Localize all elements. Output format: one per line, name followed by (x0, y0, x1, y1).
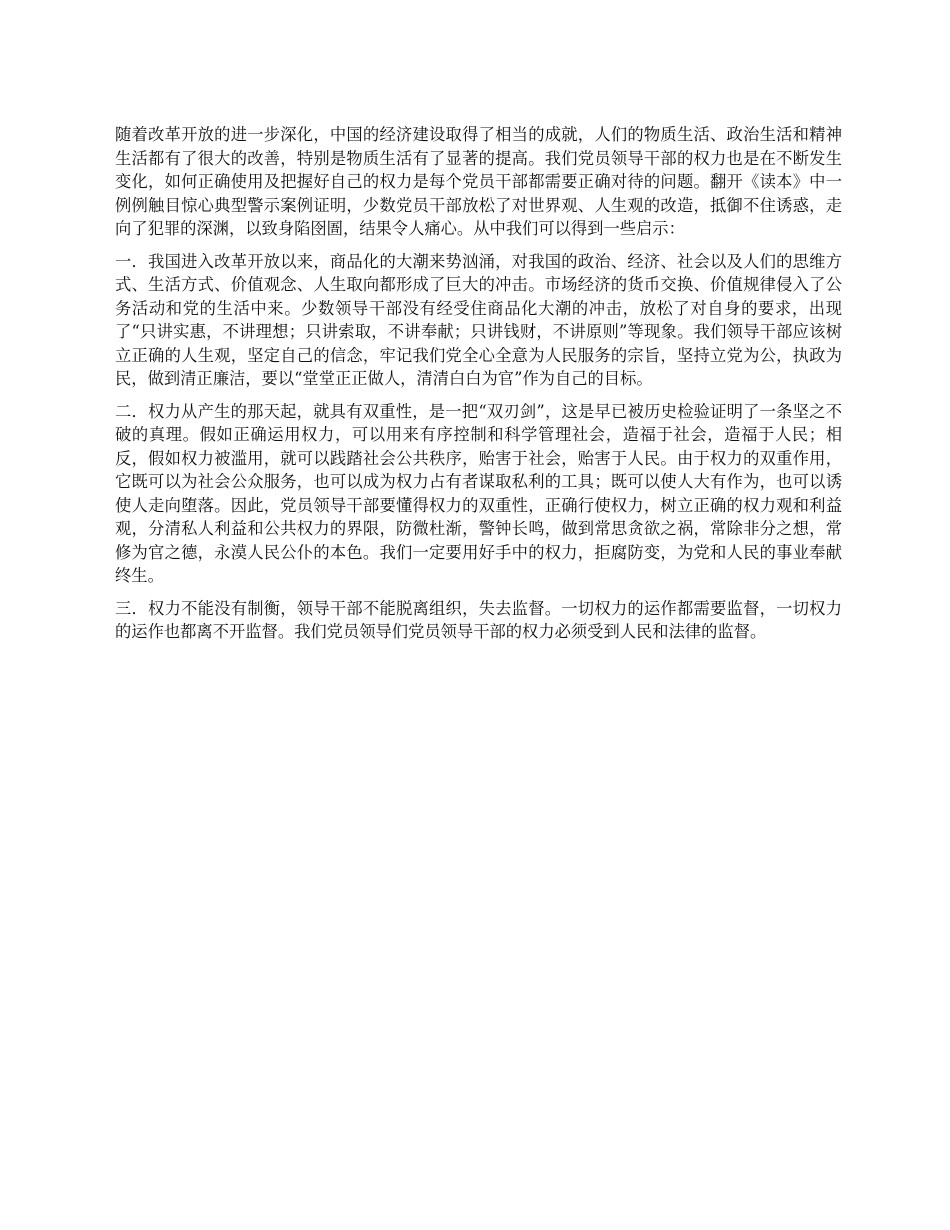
point-two-paragraph: 二．权力从产生的那天起，就具有双重性，是一把“双刃剑”，这是早已被历史检验证明了一条坚之不破的真理。假如正确运用权力，可以用来有序控制和科学管理社会，造福于社会，造福于人民；相反，假如权力被滥用，就可以践踏社会公共秩序，贻害于社会，贻害于人民。由于权力的双重作用，它既可以为社会公众服务，也可以成为权力占有者谋取私利的工具；既可以使人大有作为，也可以诱使人走向堕落。因此，党员领导干部要懂得权力的双重性，正确行使权力，树立正确的权力观和利益观，分清私人利益和公共权力的界限，防微杜渐，警钟长鸣，做到常思贪欲之祸，常除非分之想，常修为官之德，永漠人民公仆的本色。我们一定要用好手中的权力，拒腐防变，为党和人民的事业奉献终生。 (115, 401, 842, 585)
intro-paragraph: 随着改革开放的进一步深化，中国的经济建设取得了相当的成就，人们的物质生活、政治生活和精神生活都有了很大的改善，特别是物质生活有了显著的提高。我们党员领导干部的权力也是在不断发生变化，如何正确使用及把握好自己的权力是每个党员干部都需要正确对待的问题。翻开《读本》中一例例触目惊心典型警示案例证明，少数党员干部放松了对世界观、人生观的改造，抵御不住诱惑，走向了犯罪的深渊，以致身陷囹圄，结果令人痛心。从中我们可以得到一些启示： (115, 125, 842, 238)
point-three-paragraph: 三．权力不能没有制衡，领导干部不能脱离组织，失去监督。一切权力的运作都需要监督，一切权力的运作也都离不开监督。我们党员领导们党员领导干部的权力必须受到人民和法律的监督。 (115, 598, 842, 641)
point-one-paragraph: 一．我国进入改革开放以来，商品化的大潮来势汹涌，对我国的政治、经济、社会以及人们的思维方式、生活方式、价值观念、人生取向都形成了巨大的冲击。市场经济的货币交换、价值规律侵入了公务活动和党的生活中来。少数领导干部没有经受住商品化大潮的冲击，放松了对自身的要求，出现了“只讲实惠，不讲理想；只讲索取，不讲奉献；只讲钱财，不讲原则”等现象。我们领导干部应该树立正确的人生观，坚定自己的信念，牢记我们党全心全意为人民服务的宗旨，坚持立党为公，执政为民，做到清正廉洁，要以“堂堂正正做人，清清白白为官”作为自己的目标。 (115, 251, 842, 388)
document-body (115, 123, 842, 653)
